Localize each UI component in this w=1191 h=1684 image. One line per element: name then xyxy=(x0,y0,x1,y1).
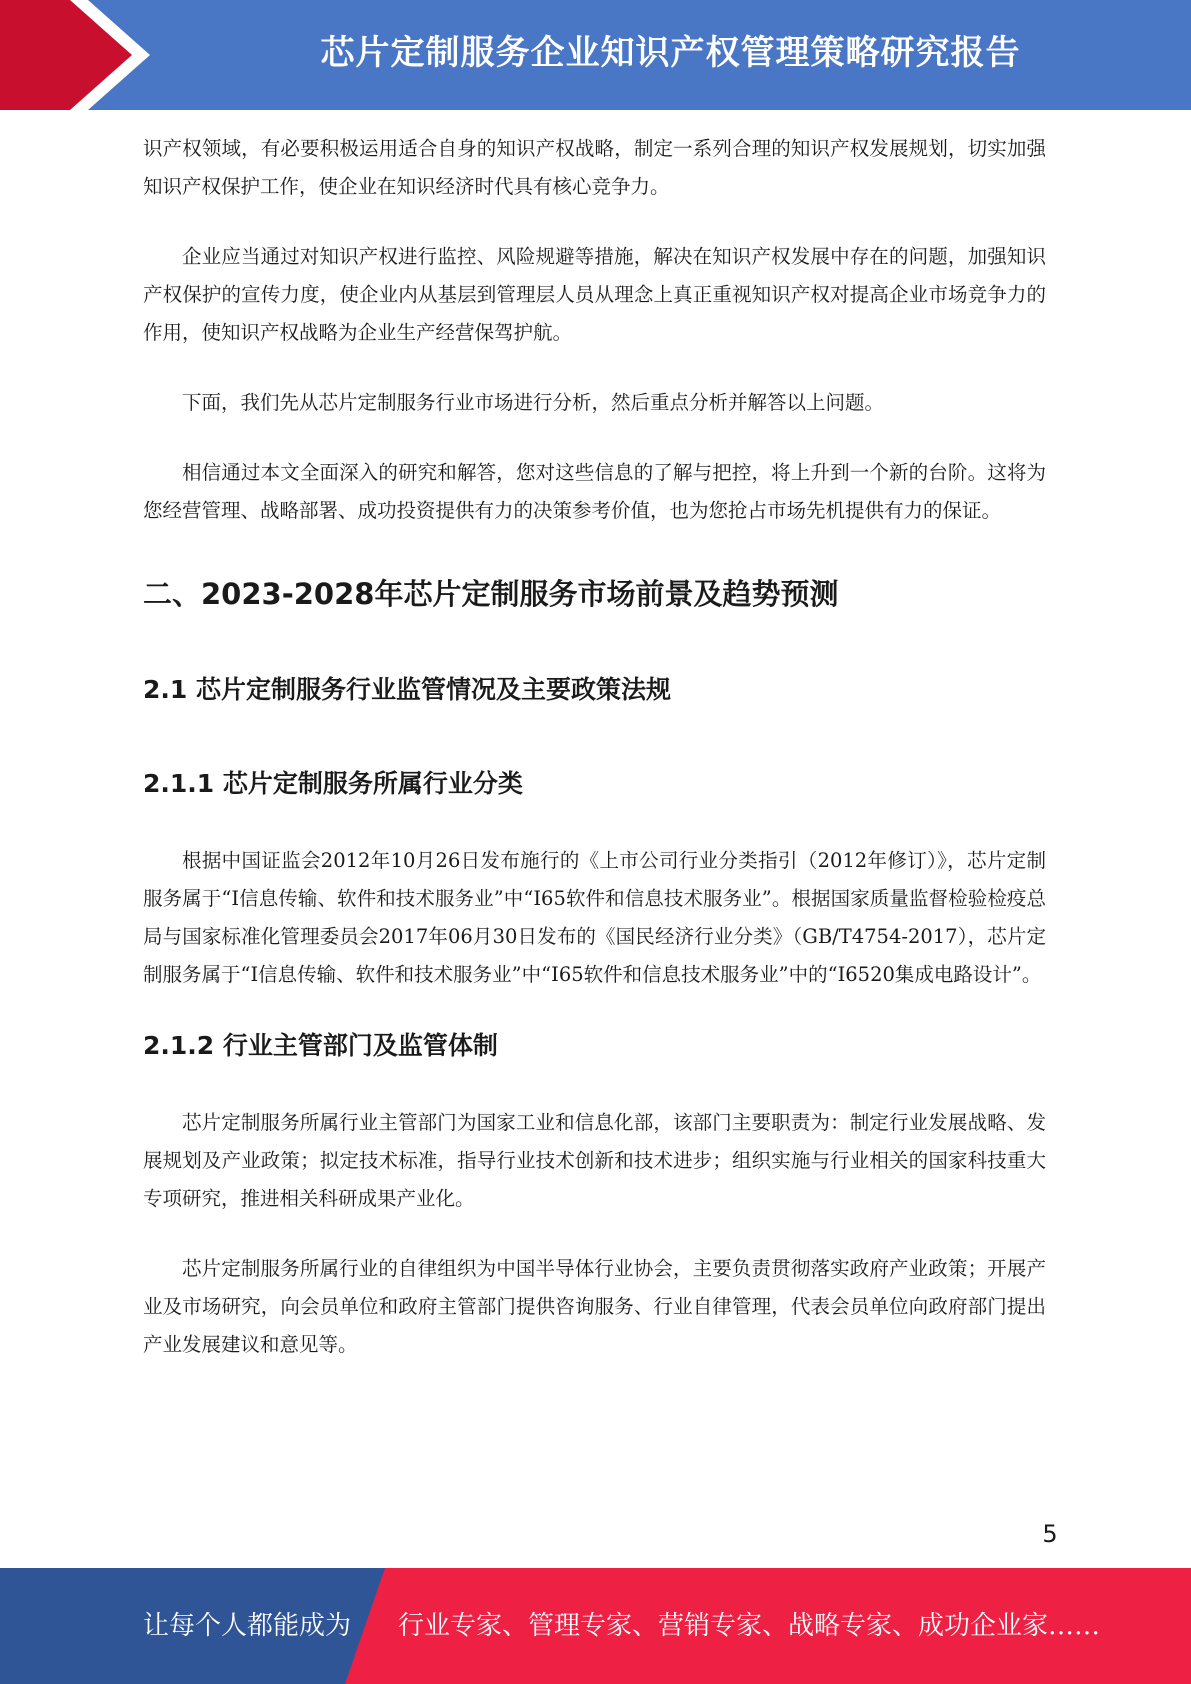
section-heading: 二、2023-2028年芯片定制服务市场前景及趋势预测 xyxy=(143,577,839,611)
footer-slogan-right: 行业专家、管理专家、营销专家、战略专家、成功企业家…… xyxy=(398,1611,1101,1641)
paragraph-2: 企业应当通过对知识产权进行监控、风险规避等措施，解决在知识产权发展中存在的问题，加强知识产权保护的宣传力度，使企业内从基层到管理层人员从理念上真正重视知识产权对提高企业市场竞争力的作用，使知识产权战略为企业生产经营保驾护航。 xyxy=(143,245,1046,344)
header-title: 芯片定制服务企业知识产权管理策略研究报告 xyxy=(320,33,1021,73)
page-footer xyxy=(0,1568,1191,1684)
subsection-heading-2-1: 2.1 芯片定制服务行业监管情况及主要政策法规 xyxy=(143,675,671,704)
header-red-triangle xyxy=(0,0,132,110)
paragraph-classification: 根据中国证监会2012年10月26日发布施行的《上市公司行业分类指引（2012年修订）》，芯片定制服务属于“I信息传输、软件和技术服务业”中“I65软件和信息技术服务业”。根据国家质量监督检验检疫总局与国家标准化管理委员会2017年06月30日发布的《国民经济行业分类》（GB/T4754-2017），芯片定制服务属于“I信息传输、软件和技术服务业”中“I65软件和信息技术服务业”中的“I6520集成电路设计”。 xyxy=(143,849,1046,986)
paragraph-3: 下面，我们先从芯片定制服务行业市场进行分析，然后重点分析并解答以上问题。 xyxy=(182,391,885,414)
page-header xyxy=(0,0,1191,110)
paragraph-regulator: 芯片定制服务所属行业主管部门为国家工业和信息化部，该部门主要职责为：制定行业发展战略、发展规划及产业政策；拟定技术标准，指导行业技术创新和技术进步；组织实施与行业相关的国家科技重大专项研究，推进相关科研成果产业化。 xyxy=(143,1111,1046,1210)
paragraph-1: 识产权领域，有必要积极运用适合自身的知识产权战略，制定一系列合理的知识产权发展规划，切实加强知识产权保护工作，使企业在知识经济时代具有核心竞争力。 xyxy=(143,137,1046,198)
subsection-heading-2-1-2: 2.1.2 行业主管部门及监管体制 xyxy=(143,1031,498,1060)
subsection-heading-2-1-1: 2.1.1 芯片定制服务所属行业分类 xyxy=(143,769,523,798)
paragraph-association: 芯片定制服务所属行业的自律组织为中国半导体行业协会，主要负责贯彻落实政府产业政策；开展产业及市场研究，向会员单位和政府主管部门提供咨询服务、行业自律管理，代表会员单位向政府部门提出产业发展建议和意见等。 xyxy=(143,1257,1046,1356)
document-body xyxy=(143,130,1046,1364)
page-number: 5 xyxy=(1042,1520,1058,1548)
paragraph-4: 相信通过本文全面深入的研究和解答，您对这些信息的了解与把控，将上升到一个新的台阶。这将为您经营管理、战略部署、成功投资提供有力的决策参考价值，也为您抢占市场先机提供有力的保证。 xyxy=(143,461,1046,522)
footer-slogan-left: 让每个人都能成为 xyxy=(143,1611,352,1641)
